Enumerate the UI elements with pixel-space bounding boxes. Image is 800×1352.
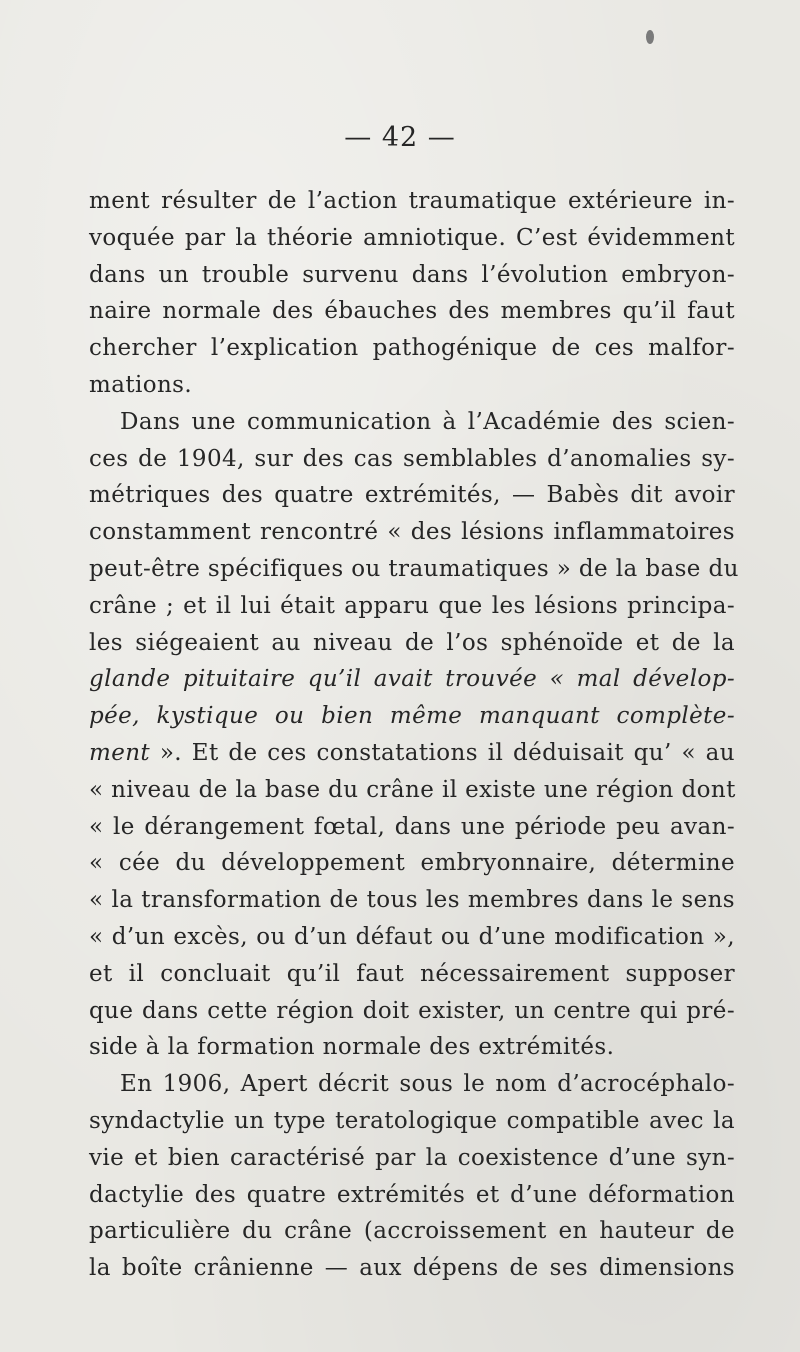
text-line: les siégeaient au niveau de l’os sphénoïde et de la [89,629,735,656]
text-line: métriques des quatre extrémités, — Babès dit avoir [89,482,735,509]
text-line: mations. [89,371,193,398]
text-line: ment résulter de l’action traumatique extérieure in- [89,188,735,214]
text-line: vie et bien caractérisé par la coexistence d’une syn- [89,1144,735,1171]
text-line: « niveau de la base du crâne il existe une région dont [89,776,736,803]
text-line: chercher l’explication pathogénique de ces malfor- [89,335,735,362]
text-line: la boîte crânienne — aux dépens de ses dimensions [89,1255,735,1282]
page-number: — 42 — [344,122,456,153]
text-line: que dans cette région doit exister, un centre qui pré- [89,997,735,1024]
ink-speck [646,30,654,44]
italic-text: glande pituitaire qu’il avait trouvée « mal dévelop- [89,666,735,693]
text-line: voquée par la théorie amniotique. C’est évidemment [89,224,735,251]
text-line: « le dérangement fœtal, dans une période peu avan- [89,813,735,840]
text-line: ces de 1904, sur des cas semblables d’anomalies sy- [89,445,735,472]
text-line [89,735,735,772]
italic-text: pée, kystique ou bien même manquant complète- [89,703,735,730]
text-line: naire normale des ébauches des membres qu’il faut [89,298,735,325]
text-segment: ». Et de ces constatations il déduisait qu’ « au [150,739,735,766]
text-line: Dans une communication à l’Académie des scien- [120,408,735,435]
text-line: crâne ; et il lui était apparu que les lésions principa- [89,592,735,619]
text-line: side à la formation normale des extrémités. [89,1034,615,1061]
text-line: dans un trouble survenu dans l’évolution embryon- [89,261,735,288]
text-line: et il concluait qu’il faut nécessairement supposer [89,960,735,987]
text-line: syndactylie un type teratologique compatible avec la [89,1107,735,1134]
text-line [89,698,735,735]
text-line: particulière du crâne (accroissement en hauteur de [89,1218,735,1245]
italic-text: ment [89,739,151,766]
text-line: En 1906, Apert décrit sous le nom d’acrocéphalo- [120,1071,735,1098]
text-line: « cée du développement embryonnaire, détermine [89,850,735,877]
text-line: dactylie des quatre extrémités et d’une déformation [89,1181,735,1208]
text-line: constamment rencontré « des lésions inflammatoires [89,519,735,546]
text-line: peut-être spécifiques ou traumatiques » de la base du [89,555,739,582]
text-line: « la transformation de tous les membres dans le sens [89,887,735,914]
paragraph [89,1066,735,1287]
paragraph [89,183,735,404]
paragraph [89,404,739,1066]
body-text [89,183,739,1287]
text-line [89,661,735,698]
text-line: « d’un excès, ou d’un défaut ou d’une modification », [89,923,735,950]
